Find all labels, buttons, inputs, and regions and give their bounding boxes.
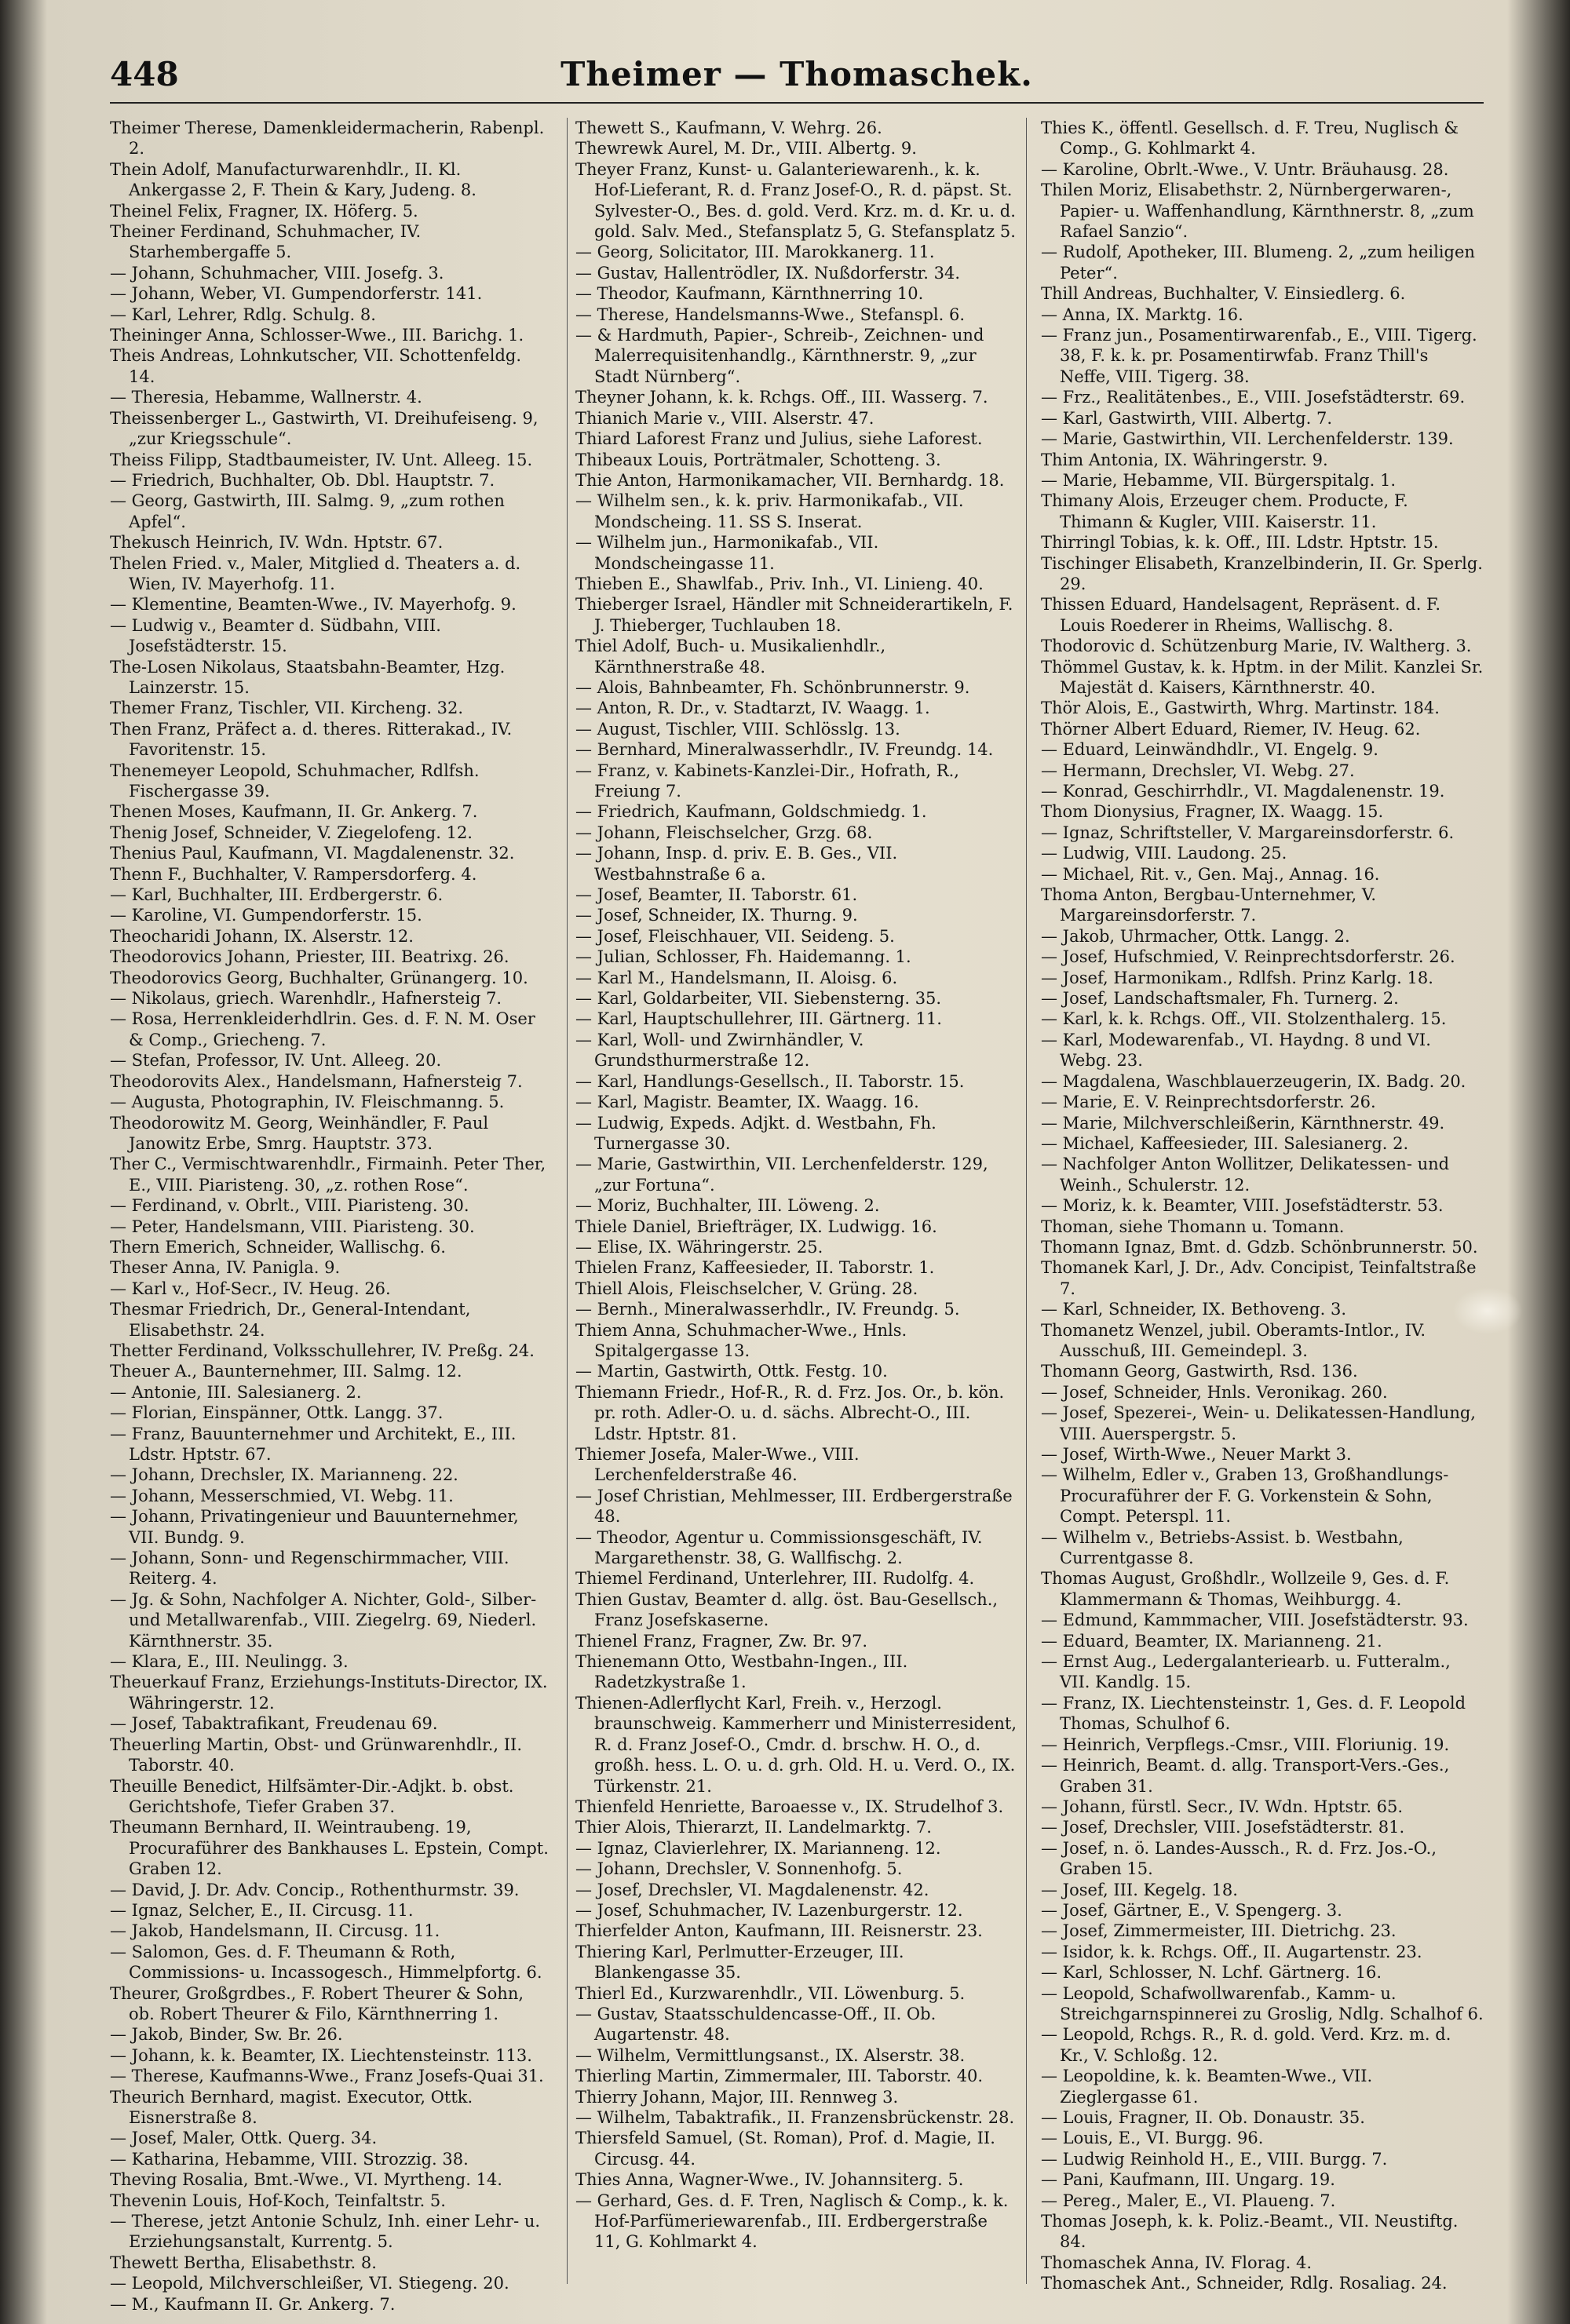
directory-entry: Thierfelder Anton, Kaufmann, III. Reisnerstr. 23. bbox=[575, 1921, 983, 1941]
directory-entry: Thissen Eduard, Handelsagent, Repräsent. d. F. Louis Roederer in Rheims, Wallischg. 8. bbox=[1041, 595, 1441, 635]
directory-entry: — Elise, IX. Währingerstr. 25. bbox=[575, 1237, 823, 1257]
directory-entry: — Louis, E., VI. Burgg. 96. bbox=[1041, 2129, 1264, 2148]
directory-entry: Thiard Laforest Franz und Julius, siehe Laforest. bbox=[575, 429, 983, 449]
directory-entry: — Karl, Magistr. Beamter, IX. Waagg. 16. bbox=[575, 1093, 919, 1112]
directory-entry: Theodorovits Alex., Handelsmann, Hafnersteig 7. bbox=[110, 1071, 523, 1091]
directory-entry: — Karl, Hauptschullehrer, III. Gärtnerg. 11. bbox=[575, 1009, 942, 1029]
directory-entry: — Karl, Woll- und Zwirnhändler, V. Grundsthurmerstraße 12. bbox=[575, 1030, 864, 1071]
directory-entry: Thomanetz Wenzel, jubil. Oberamts-Intlor., IV. Ausschuß, III. Gemeindepl. 3. bbox=[1041, 1320, 1426, 1360]
directory-entry: — Eduard, Beamter, IX. Marianneng. 21. bbox=[1041, 1631, 1382, 1651]
directory-entry: Thenemeyer Leopold, Schuhmacher, Rdlfsh. Fischergasse 39. bbox=[110, 761, 480, 801]
directory-entry: Thewrewk Aurel, M. Dr., VIII. Albertg. 9. bbox=[575, 139, 917, 159]
directory-entry: — Michael, Rit. v., Gen. Maj., Annag. 16. bbox=[1041, 864, 1380, 884]
directory-entry: Thies K., öffentl. Gesellsch. d. F. Treu, Nuglisch & Comp., G. Kohlmarkt 4. bbox=[1041, 119, 1459, 159]
directory-entry: — Theodor, Agentur u. Commissionsgeschäft, IV. Margarethenstr. 38, G. Wallfischg. 2. bbox=[575, 1527, 983, 1568]
directory-entry: — Wilhelm sen., k. k. priv. Harmonikafab., VII. Mondscheing. 11. SS S. Inserat. bbox=[575, 491, 964, 531]
directory-entry: Thelen Fried. v., Maler, Mitglied d. Theaters a. d. Wien, IV. Mayerhofg. 11. bbox=[110, 553, 521, 593]
directory-entry: Theser Anna, IV. Panigla. 9. bbox=[110, 1258, 341, 1278]
directory-entry: — Hermann, Drechsler, VI. Webg. 27. bbox=[1041, 761, 1355, 780]
directory-entry: — Johann, fürstl. Secr., IV. Wdn. Hptstr. 65. bbox=[1041, 1797, 1404, 1816]
directory-entry: — Therese, Kaufmanns-Wwe., Franz Josefs-Quai 31. bbox=[110, 2067, 544, 2086]
directory-entry: — Ludwig Reinhold H., E., VIII. Burgg. 7. bbox=[1041, 2149, 1388, 2169]
directory-entry: — Karl, k. k. Rchgs. Off., VII. Stolzenthalerg. 15. bbox=[1041, 1009, 1447, 1029]
directory-entry: Thörner Albert Eduard, Riemer, IV. Heug. 62. bbox=[1041, 719, 1421, 739]
directory-entry: — Heinrich, Beamt. d. allg. Transport-Vers.-Ges., Graben 31. bbox=[1041, 1756, 1450, 1796]
directory-entry: Theurich Bernhard, magist. Executor, Ottk. Eisnerstraße 8. bbox=[110, 2087, 473, 2127]
directory-entry: — Katharina, Hebamme, VIII. Strozzig. 38. bbox=[110, 2149, 469, 2169]
directory-entry: — Nikolaus, griech. Warenhdlr., Hafnersteig 7. bbox=[110, 989, 502, 1009]
directory-entry: Thömmel Gustav, k. k. Hptm. in der Milit. Kanzlei Sr. Majestät d. Kaisers, Kärnthnerstr. 40. bbox=[1041, 657, 1484, 697]
directory-entry: — Anna, IX. Marktg. 16. bbox=[1041, 305, 1243, 324]
directory-entry: Theumann Bernhard, II. Weintraubeng. 19, Procuraführer des Bankhauses L. Epstein, Compt. Graben 12. bbox=[110, 1818, 549, 1879]
directory-entry: Thewett S., Kaufmann, V. Wehrg. 26. bbox=[575, 119, 882, 137]
directory-entry: Thevenin Louis, Hof-Koch, Teinfaltstr. 5. bbox=[110, 2191, 446, 2210]
directory-entry: Thomas August, Großhdlr., Wollzeile 9, Ges. d. F. Klammermann & Thomas, Weihburgg. 4. bbox=[1041, 1569, 1450, 1609]
directory-entry: — Ludwig v., Beamter d. Südbahn, VIII. Josefstädterstr. 15. bbox=[110, 615, 441, 656]
directory-entry: — Josef, Zimmermeister, III. Dietrichg. 23. bbox=[1041, 1921, 1397, 1941]
directory-entry: — Marie, E. V. Reinprechtsdorferstr. 26. bbox=[1041, 1093, 1376, 1112]
directory-entry: — Wilhelm, Edler v., Graben 13, Großhandlungs-Procuraführer der F. G. Vorkenstein & Sohn, Compt. Peterspl. 11. bbox=[1041, 1465, 1449, 1527]
directory-entry: — Josef, Tabaktrafikant, Freudenau 69. bbox=[110, 1714, 438, 1734]
directory-entry: Thiersfeld Samuel, (St. Roman), Prof. d. Magie, II. Circusg. 44. bbox=[575, 2129, 995, 2169]
directory-entry: Thenius Paul, Kaufmann, VI. Magdalenenstr. 32. bbox=[110, 844, 515, 863]
directory-entry: Thoma Anton, Bergbau-Unternehmer, V. Margareinsdorferstr. 7. bbox=[1041, 885, 1377, 925]
directory-entry: Thiem Anna, Schuhmacher-Wwe., Hnls. Spitalgergasse 13. bbox=[575, 1320, 907, 1360]
directory-entry: — Johann, Fleischselcher, Grzg. 68. bbox=[575, 823, 873, 842]
directory-entry: Thiemer Josefa, Maler-Wwe., VIII. Lerchenfelderstraße 46. bbox=[575, 1445, 860, 1485]
directory-entry: — Peter, Handelsmann, VIII. Piaristeng. 30. bbox=[110, 1217, 475, 1236]
directory-entry: Thianich Marie v., VIII. Alserstr. 47. bbox=[575, 408, 874, 428]
directory-entry: — Georg, Solicitator, III. Marokkanerg. 11. bbox=[575, 243, 935, 262]
directory-entry: Theyer Franz, Kunst- u. Galanteriewarenh., k. k. Hof-Lieferant, R. d. Franz Josef-O., R. d. päpst. St. Sylvester-O., Bes. d. gold. Verd. Krz. m. d. Kr. u. d. gold. Salv. Med., Stefansplatz 5, G. Stefansplatz 5. bbox=[575, 159, 1016, 242]
directory-entry: Thill Andreas, Buchhalter, V. Einsiedlerg. 6. bbox=[1041, 284, 1406, 304]
directory-entry: — M., Kaufmann II. Gr. Ankerg. 7. bbox=[110, 2294, 396, 2314]
directory-entry: — Josef Christian, Mehlmesser, III. Erdbergerstraße 48. bbox=[575, 1486, 1013, 1527]
directory-entry: Thetter Ferdinand, Volksschullehrer, IV. Preßg. 24. bbox=[110, 1341, 535, 1360]
directory-entry: — Ignaz, Selcher, E., II. Circusg. 11. bbox=[110, 1900, 414, 1920]
directory-entry: Theocharidi Johann, IX. Alserstr. 12. bbox=[110, 926, 414, 946]
directory-entry: — Nachfolger Anton Wollitzer, Delikatessen- und Weinh., Schulerstr. 12. bbox=[1041, 1155, 1450, 1195]
directory-entry: Thiele Daniel, Briefträger, IX. Ludwigg. 16. bbox=[575, 1217, 937, 1236]
directory-entry: Theiner Ferdinand, Schuhmacher, IV. Starhembergaffe 5. bbox=[110, 222, 422, 262]
directory-entry: Thie Anton, Harmonikamacher, VII. Bernhardg. 18. bbox=[575, 470, 1005, 490]
directory-entry: — Antonie, III. Salesianerg. 2. bbox=[110, 1382, 362, 1402]
directory-entry: Themer Franz, Tischler, VII. Kircheng. 32. bbox=[110, 699, 464, 718]
directory-entry: — Karl, Gastwirth, VIII. Albertg. 7. bbox=[1041, 408, 1333, 428]
directory-entry: — Theodor, Kaufmann, Kärnthnerring 10. bbox=[575, 284, 924, 304]
directory-entry: — Josef, Schneider, IX. Thurng. 9. bbox=[575, 906, 858, 925]
directory-entry: — Therese, jetzt Antonie Schulz, Inh. einer Lehr- u. Erziehungsanstalt, Kurrentg. 5. bbox=[110, 2212, 541, 2252]
directory-entry: Theodorowitz M. Georg, Weinhändler, F. Paul Janowitz Erbe, Smrg. Hauptstr. 373. bbox=[110, 1113, 489, 1153]
directory-entry: — Jakob, Binder, Sw. Br. 26. bbox=[110, 2025, 343, 2045]
directory-entry: — Johann, Sonn- und Regenschirmmacher, VIII. Reiterg. 4. bbox=[110, 1549, 509, 1589]
directory-entry: — Karl, Schlosser, N. Lchf. Gärtnerg. 16. bbox=[1041, 1963, 1382, 1983]
directory-entry: Thom Dionysius, Fragner, IX. Waagg. 15. bbox=[1041, 802, 1384, 822]
directory-entry: — Jakob, Handelsmann, II. Circusg. 11. bbox=[110, 1921, 440, 1941]
directory-entry: Thomann Ignaz, Bmt. d. Gdzb. Schönbrunnerstr. 50. bbox=[1041, 1237, 1478, 1257]
directory-entry: — Friedrich, Buchhalter, Ob. Dbl. Hauptstr. 7. bbox=[110, 470, 495, 490]
directory-entry: — Franz, Bauunternehmer und Architekt, E., III. Ldstr. Hptstr. 67. bbox=[110, 1424, 517, 1464]
column-right bbox=[1041, 118, 1484, 2293]
directory-entry: — Josef, Drechsler, VIII. Josefstädterstr. 81. bbox=[1041, 1818, 1405, 1837]
directory-entry: — Josef, n. ö. Landes-Aussch., R. d. Frz. Jos.-O., Graben 15. bbox=[1041, 1838, 1437, 1879]
directory-entry: Theiss Filipp, Stadtbaumeister, IV. Unt. Alleeg. 15. bbox=[110, 450, 533, 469]
directory-entry: Thomaschek Anna, IV. Florag. 4. bbox=[1041, 2253, 1313, 2272]
directory-entry: — Moriz, Buchhalter, III. Löweng. 2. bbox=[575, 1196, 880, 1216]
directory-entry: — Josef, Drechsler, VI. Magdalenenstr. 42. bbox=[575, 1880, 929, 1899]
directory-entry: Theis Andreas, Lohnkutscher, VII. Schottenfeldg. 14. bbox=[110, 346, 522, 386]
directory-entry: — Isidor, k. k. Rchgs. Off., II. Augartenstr. 23. bbox=[1041, 1942, 1422, 1961]
directory-entry: — Augusta, Photographin, IV. Fleischmanng. 5. bbox=[110, 1093, 505, 1112]
directory-entry: — Ludwig, Expeds. Adjkt. d. Westbahn, Fh. Turnergasse 30. bbox=[575, 1113, 937, 1153]
directory-entry: — Jakob, Uhrmacher, Ottk. Langg. 2. bbox=[1041, 926, 1350, 946]
directory-entry: Thimany Alois, Erzeuger chem. Producte, F. Thimann & Kugler, VIII. Kaiserstr. 11. bbox=[1041, 491, 1408, 531]
directory-entry: — Josef, Schuhmacher, IV. Lazenburgerstr. 12. bbox=[575, 1900, 963, 1920]
directory-entry: Thielen Franz, Kaffeesieder, II. Taborstr. 1. bbox=[575, 1258, 935, 1278]
directory-entry: — Josef, Harmonikam., Rdlfsh. Prinz Karlg. 18. bbox=[1041, 968, 1433, 987]
directory-entry: The-Losen Nikolaus, Staatsbahn-Beamter, Hzg. Lainzerstr. 15. bbox=[110, 657, 506, 697]
directory-entry: Thiel Adolf, Buch- u. Musikalienhdlr., Kärnthnerstraße 48. bbox=[575, 637, 886, 677]
directory-entry: — Bernhard, Mineralwasserhdlr., IV. Freundg. 14. bbox=[575, 740, 994, 760]
directory-entry: — Therese, Handelsmanns-Wwe., Stefanspl. 6. bbox=[575, 305, 965, 324]
paper-stain bbox=[1452, 1287, 1523, 1334]
directory-entry: — Wilhelm jun., Harmonikafab., VII. Mondscheingasse 11. bbox=[575, 533, 879, 573]
directory-entry: Then Franz, Präfect a. d. theres. Ritterakad., IV. Favoritenstr. 15. bbox=[110, 719, 513, 760]
directory-entry: — Gerhard, Ges. d. F. Tren, Naglisch & Comp., k. k. Hof-Parfümeriewarenfab., III. Erdbergerstraße 11, G. Kohlmarkt 4. bbox=[575, 2191, 1009, 2252]
directory-entry: — Klementine, Beamten-Wwe., IV. Mayerhofg. 9. bbox=[110, 595, 517, 615]
directory-entry: — Ignaz, Clavierlehrer, IX. Marianneng. 12. bbox=[575, 1838, 941, 1858]
directory-entry: Theodorovics Georg, Buchhalter, Grünangerg. 10. bbox=[110, 968, 528, 987]
directory-entry: — Karl, Handlungs-Gesellsch., II. Taborstr. 15. bbox=[575, 1071, 965, 1091]
directory-entry: — Karl, Goldarbeiter, VII. Siebensterng. 35. bbox=[575, 989, 942, 1009]
directory-entry: Thern Emerich, Schneider, Wallischg. 6. bbox=[110, 1237, 446, 1257]
directory-entry: — Johann, Insp. d. priv. E. B. Ges., VII. Westbahnstraße 6 a. bbox=[575, 844, 898, 884]
directory-entry: Thiell Alois, Fleischselcher, V. Grüng. 28. bbox=[575, 1279, 918, 1298]
directory-entry: Thienen-Adlerflycht Karl, Freih. v., Herzogl. braunschweig. Kammerherr und Ministerresident, R. d. Franz Josef-O., Cmdr. d. brschw. H. O., d. großh. hess. L. O. u. d. grh. Old. H. u. Verd. O., IX. Türkenstr. 21. bbox=[575, 1693, 1017, 1796]
directory-entry: Thör Alois, E., Gastwirth, Whrg. Martinstr. 184. bbox=[1041, 699, 1440, 718]
directory-entry: — Magdalena, Waschblauerzeugerin, IX. Badg. 20. bbox=[1041, 1071, 1466, 1091]
directory-entry: Thienel Franz, Fragner, Zw. Br. 97. bbox=[575, 1631, 868, 1651]
directory-entry: — Ludwig, VIII. Laudong. 25. bbox=[1041, 844, 1287, 863]
directory-entry: Thesmar Friedrich, Dr., General-Intendant, Elisabethstr. 24. bbox=[110, 1300, 471, 1340]
running-title: Theimer — Thomaschek. bbox=[560, 55, 1033, 93]
directory-entry: — August, Tischler, VIII. Schlösslg. 13. bbox=[575, 719, 900, 739]
directory-entry: — Klara, E., III. Neulingg. 3. bbox=[110, 1652, 349, 1672]
directory-entry: — Franz, v. Kabinets-Kanzlei-Dir., Hofrath, R., Freiung 7. bbox=[575, 761, 959, 801]
directory-entry: Thomaschek Ant., Schneider, Rdlg. Rosaliag. 24. bbox=[1041, 2274, 1448, 2293]
directory-entry: — Michael, Kaffeesieder, III. Salesianerg. 2. bbox=[1041, 1133, 1409, 1153]
directory-entry: — Josef, Maler, Ottk. Querg. 34. bbox=[110, 2129, 378, 2148]
directory-entry: Thilen Moriz, Elisabethstr. 2, Nürnbergerwaren-, Papier- u. Waffenhandlung, Kärnthnerstr. 8, „zum Rafael Sanzio“. bbox=[1041, 181, 1474, 242]
directory-entry: Theurer, Großgrdbes., F. Robert Theurer & Sohn, ob. Robert Theurer & Filo, Kärnthnerring 1. bbox=[110, 1983, 524, 2023]
column-middle bbox=[567, 118, 1027, 2284]
directory-entry: — Karl, Modewarenfab., VI. Haydng. 8 und VI. Webg. 23. bbox=[1041, 1030, 1431, 1071]
directory-entry: — Karl, Lehrer, Rdlg. Schulg. 8. bbox=[110, 305, 376, 324]
directory-entry: — Konrad, Geschirrhdlr., VI. Magdalenenstr. 19. bbox=[1041, 782, 1445, 801]
directory-entry: Thiemann Friedr., Hof-R., R. d. Frz. Jos. Or., b. kön. pr. roth. Adler-O. u. d. sächs. Albrecht-O., III. Ldstr. Hptstr. 81. bbox=[575, 1382, 1005, 1443]
directory-entry: Thier Alois, Thierarzt, II. Landelmarktg. 7. bbox=[575, 1818, 932, 1837]
directory-entry: — Moriz, k. k. Beamter, VIII. Josefstädterstr. 53. bbox=[1041, 1196, 1444, 1216]
directory-entry: — Pani, Kaufmann, III. Ungarg. 19. bbox=[1041, 2170, 1335, 2190]
directory-entry: Thies Anna, Wagner-Wwe., IV. Johannsiterg. 5. bbox=[575, 2170, 964, 2190]
directory-entry: — Karl, Schneider, IX. Bethoveng. 3. bbox=[1041, 1300, 1346, 1319]
directory-entry: Theissenberger L., Gastwirth, VI. Dreihufeiseng. 9, „zur Kriegsschule“. bbox=[110, 408, 539, 449]
directory-entry: — Karoline, Obrlt.-Wwe., V. Untr. Bräuhausg. 28. bbox=[1041, 159, 1449, 179]
directory-entry: Thomas Joseph, k. k. Poliz.-Beamt., VII. Neustiftg. 84. bbox=[1041, 2212, 1459, 2252]
directory-entry: — Marie, Hebamme, VII. Bürgerspitalg. 1. bbox=[1041, 470, 1396, 490]
directory-entry: Thomanek Karl, J. Dr., Adv. Concipist, Teinfaltstraße 7. bbox=[1041, 1258, 1477, 1298]
directory-entry: Thomann Georg, Gastwirth, Rsd. 136. bbox=[1041, 1362, 1358, 1381]
directory-entry: — Josef, Schneider, Hnls. Veronikag. 260. bbox=[1041, 1382, 1388, 1402]
directory-entry: — Friedrich, Kaufmann, Goldschmiedg. 1. bbox=[575, 802, 927, 822]
directory-entry: — Marie, Milchverschleißerin, Kärnthnerstr. 49. bbox=[1041, 1113, 1445, 1133]
directory-entry: — Stefan, Professor, IV. Unt. Alleeg. 20. bbox=[110, 1051, 442, 1071]
directory-entry: — Marie, Gastwirthin, VII. Lerchenfelderstr. 129, „zur Fortuna“. bbox=[575, 1155, 988, 1195]
directory-entry: — Karoline, VI. Gumpendorferstr. 15. bbox=[110, 906, 422, 925]
directory-entry: — Alois, Bahnbeamter, Fh. Schönbrunnerstr. 9. bbox=[575, 677, 970, 697]
directory-entry: — Julian, Schlosser, Fh. Haidemanng. 1. bbox=[575, 947, 911, 967]
directory-entry: — Josef, Hufschmied, V. Reinprechtsdorferstr. 26. bbox=[1041, 947, 1455, 967]
directory-entry: — Gustav, Hallentrödler, IX. Nußdorferstr. 34. bbox=[575, 263, 961, 283]
directory-entry: — Bernh., Mineralwasserhdlr., IV. Freundg. 5. bbox=[575, 1300, 960, 1319]
directory-entry: — Pereg., Maler, E., VI. Plaueng. 7. bbox=[1041, 2191, 1336, 2210]
directory-entry: — Rudolf, Apotheker, III. Blumeng. 2, „zum heiligen Peter“. bbox=[1041, 243, 1475, 283]
directory-entry: — Salomon, Ges. d. F. Theumann & Roth, Commissions- u. Incassogesch., Himmelpfortg. 6. bbox=[110, 1942, 542, 1983]
directory-entry: — Martin, Gastwirth, Ottk. Festg. 10. bbox=[575, 1362, 888, 1381]
directory-entry: — Ferdinand, v. Obrlt., VIII. Piaristeng. 30. bbox=[110, 1196, 469, 1216]
directory-entry: Thenen Moses, Kaufmann, II. Gr. Ankerg. 7. bbox=[110, 802, 478, 822]
directory-entry: Thierl Ed., Kurzwarenhdlr., VII. Löwenburg. 5. bbox=[575, 1983, 966, 2003]
directory-entry: — Josef, Gärtner, E., V. Spengerg. 3. bbox=[1041, 1900, 1342, 1920]
directory-entry: — Wilhelm v., Betriebs-Assist. b. Westbahn, Currentgasse 8. bbox=[1041, 1527, 1404, 1568]
directory-entry: — Johann, Drechsler, IX. Marianneng. 22. bbox=[110, 1465, 458, 1485]
page-number: 448 bbox=[110, 55, 179, 93]
directory-columns bbox=[110, 118, 1484, 2314]
directory-entry: Theuerkauf Franz, Erziehungs-Instituts-Director, IX. Währingerstr. 12. bbox=[110, 1673, 548, 1713]
directory-entry: Theuer A., Baunternehmer, III. Salmg. 12. bbox=[110, 1362, 462, 1381]
directory-entry: Thierling Martin, Zimmermaler, III. Taborstr. 40. bbox=[575, 2067, 984, 2086]
directory-entry: Theyner Johann, k. k. Rchgs. Off., III. Wasserg. 7. bbox=[575, 388, 988, 407]
directory-entry: — Florian, Einspänner, Ottk. Langg. 37. bbox=[110, 1403, 444, 1423]
directory-entry: Theuerling Martin, Obst- und Grünwarenhdlr., II. Taborstr. 40. bbox=[110, 1735, 522, 1775]
directory-entry: Thim Antonia, IX. Währingerstr. 9. bbox=[1041, 450, 1328, 469]
directory-entry: — Gustav, Staatsschuldencasse-Off., II. Ob. Augartenstr. 48. bbox=[575, 2004, 937, 2045]
directory-entry: Thieben E., Shawlfab., Priv. Inh., VI. Linieng. 40. bbox=[575, 574, 984, 593]
directory-entry: Tischinger Elisabeth, Kranzelbinderin, II. Gr. Sperlg. 29. bbox=[1041, 553, 1483, 593]
directory-entry: — Edmund, Kammmacher, VIII. Josefstädterstr. 93. bbox=[1041, 1611, 1469, 1630]
directory-entry: Theininger Anna, Schlosser-Wwe., III. Barichg. 1. bbox=[110, 326, 524, 345]
directory-entry: — Karl v., Hof-Secr., IV. Heug. 26. bbox=[110, 1279, 391, 1298]
directory-entry: — Josef, Landschaftsmaler, Fh. Turnerg. 2. bbox=[1041, 989, 1399, 1009]
directory-entry: Theinel Felix, Fragner, IX. Höferg. 5. bbox=[110, 201, 418, 221]
directory-entry: — Johann, Privatingenieur und Bauunternehmer, VII. Bundg. 9. bbox=[110, 1507, 519, 1547]
directory-entry: — Leopold, Milchverschleißer, VI. Stiegeng. 20. bbox=[110, 2274, 509, 2293]
directory-entry: Thodorovic d. Schützenburg Marie, IV. Waltherg. 3. bbox=[1041, 637, 1472, 656]
directory-entry: — Johann, Drechsler, V. Sonnenhofg. 5. bbox=[575, 1859, 903, 1879]
directory-entry: — Leopoldine, k. k. Beamten-Wwe., VII. Zieglergasse 61. bbox=[1041, 2067, 1373, 2107]
directory-entry: — Rosa, Herrenkleiderhdlrin. Ges. d. F. N. M. Oser & Comp., Griecheng. 7. bbox=[110, 1009, 535, 1049]
directory-entry: — Johann, Weber, VI. Gumpendorferstr. 141. bbox=[110, 284, 483, 304]
directory-entry: — Eduard, Leinwändhdlr., VI. Engelg. 9. bbox=[1041, 740, 1378, 760]
directory-entry: — Wilhelm, Vermittlungsanst., IX. Alserstr. 38. bbox=[575, 2045, 966, 2065]
directory-entry: — Louis, Fragner, II. Ob. Donaustr. 35. bbox=[1041, 2108, 1365, 2127]
directory-entry: — Heinrich, Verpflegs.-Cmsr., VIII. Floriunig. 19. bbox=[1041, 1735, 1450, 1754]
directory-entry: — & Hardmuth, Papier-, Schreib-, Zeichnen- und Malerrequisitenhandlg., Kärnthnerstr. 9, „zur Stadt Nürnberg“. bbox=[575, 326, 984, 386]
directory-entry: Thiemel Ferdinand, Unterlehrer, III. Rudolfg. 4. bbox=[575, 1569, 975, 1589]
directory-entry: — Leopold, Schafwollwarenfab., Kamm- u. Streichgarnspinnerei zu Groslig, Ndlg. Schalhof 6. bbox=[1041, 1983, 1484, 2023]
directory-entry: Theuille Benedict, Hilfsämter-Dir.-Adjkt. b. obst. Gerichtshofe, Tiefer Graben 37. bbox=[110, 1776, 514, 1816]
directory-entry: Thenig Josef, Schneider, V. Ziegelofeng. 12. bbox=[110, 823, 473, 842]
directory-entry: — Ernst Aug., Ledergalanteriearb. u. Futteralm., VII. Kandlg. 15. bbox=[1041, 1652, 1451, 1692]
directory-entry: Thierry Johann, Major, III. Rennweg 3. bbox=[575, 2087, 899, 2107]
directory-entry: — Anton, R. Dr., v. Stadtarzt, IV. Waagg. 1. bbox=[575, 699, 930, 718]
directory-entry: Thewett Bertha, Elisabethstr. 8. bbox=[110, 2253, 377, 2272]
directory-entry: — Frz., Realitätenbes., E., VIII. Josefstädterstr. 69. bbox=[1041, 388, 1466, 407]
directory-entry: — Josef, Spezerei-, Wein- u. Delikatessen-Handlung, VIII. Auerspergstr. 5. bbox=[1041, 1403, 1476, 1443]
directory-entry: Thienfeld Henriette, Baroaesse v., IX. Strudelhof 3. bbox=[575, 1797, 1004, 1816]
directory-entry: Thibeaux Louis, Porträtmaler, Schotteng. 3. bbox=[575, 450, 941, 469]
directory-entry: — Johann, Messerschmied, VI. Webg. 11. bbox=[110, 1486, 454, 1505]
directory-entry: — Ignaz, Schriftsteller, V. Margareinsdorferstr. 6. bbox=[1041, 823, 1455, 842]
directory-entry: — Wilhelm, Tabaktrafik., II. Franzensbrückenstr. 28. bbox=[575, 2108, 1015, 2127]
directory-entry: — Johann, k. k. Beamter, IX. Liechtensteinstr. 113. bbox=[110, 2045, 532, 2065]
directory-entry: — Josef, Wirth-Wwe., Neuer Markt 3. bbox=[1041, 1445, 1352, 1464]
directory-entry: — Georg, Gastwirth, III. Salmg. 9, „zum rothen Apfel“. bbox=[110, 491, 505, 531]
directory-entry: Ther C., Vermischtwarenhdlr., Firmainh. Peter Ther, E., VIII. Piaristeng. 30, „z. rothen Rose“. bbox=[110, 1155, 546, 1195]
directory-entry: Thekusch Heinrich, IV. Wdn. Hptstr. 67. bbox=[110, 533, 444, 553]
directory-entry: — Josef, Fleischhauer, VII. Seideng. 5. bbox=[575, 926, 895, 946]
directory-entry: — Franz, IX. Liechtensteinstr. 1, Ges. d. F. Leopold Thomas, Schulhof 6. bbox=[1041, 1693, 1466, 1734]
directory-entry: — Josef, III. Kegelg. 18. bbox=[1041, 1880, 1238, 1899]
directory-entry: — David, J. Dr. Adv. Concip., Rothenthurmstr. 39. bbox=[110, 1880, 520, 1899]
directory-entry: — Franz jun., Posamentirwarenfab., E., VIII. Tigerg. 38, F. k. k. pr. Posamentirwfab. Franz Thill's Neffe, VIII. Tigerg. 38. bbox=[1041, 326, 1477, 386]
directory-entry: Theimer Therese, Damenkleidermacherin, Rabenpl. 2. bbox=[110, 119, 545, 159]
directory-entry: Thienemann Otto, Westbahn-Ingen., III. Radetzkystraße 1. bbox=[575, 1652, 908, 1692]
directory-entry: — Jg. & Sohn, Nachfolger A. Nichter, Gold-, Silber- und Metallwarenfab., VIII. Ziegelrg. 69, Niederl. Kärnthnerstr. 35. bbox=[110, 1589, 537, 1651]
directory-entry: Thein Adolf, Manufacturwarenhdlr., II. Kl. Ankergasse 2, F. Thein & Kary, Judeng. 8. bbox=[110, 159, 476, 200]
directory-entry: — Leopold, Rchgs. R., R. d. gold. Verd. Krz. m. d. Kr., V. Schloßg. 12. bbox=[1041, 2025, 1451, 2065]
directory-entry: — Josef, Beamter, II. Taborstr. 61. bbox=[575, 885, 858, 905]
directory-entry: — Marie, Gastwirthin, VII. Lerchenfelderstr. 139. bbox=[1041, 429, 1454, 449]
directory-entry: Theodorovics Johann, Priester, III. Beatrixg. 26. bbox=[110, 947, 509, 967]
directory-entry: Thieberger Israel, Händler mit Schneiderartikeln, F. J. Thieberger, Tuchlauben 18. bbox=[575, 595, 1013, 635]
directory-entry: — Karl M., Handelsmann, II. Aloisg. 6. bbox=[575, 968, 898, 987]
page-header bbox=[110, 55, 1484, 104]
directory-entry: — Karl, Buchhalter, III. Erdbergerstr. 6. bbox=[110, 885, 444, 905]
directory-entry: Thenn F., Buchhalter, V. Rampersdorferg. 4. bbox=[110, 864, 477, 884]
column-left bbox=[110, 118, 553, 2314]
directory-entry: — Johann, Schuhmacher, VIII. Josefg. 3. bbox=[110, 263, 444, 283]
directory-entry: Thien Gustav, Beamter d. allg. öst. Bau-Gesellsch., Franz Josefskaserne. bbox=[575, 1589, 999, 1630]
directory-entry: Thirringl Tobias, k. k. Off., III. Ldstr. Hptstr. 15. bbox=[1041, 533, 1439, 553]
directory-entry: Thiering Karl, Perlmutter-Erzeuger, III. Blankengasse 35. bbox=[575, 1942, 904, 1983]
directory-entry: Thoman, siehe Thomann u. Tomann. bbox=[1041, 1217, 1345, 1236]
directory-entry: — Theresia, Hebamme, Wallnerstr. 4. bbox=[110, 388, 422, 407]
directory-entry: Theving Rosalia, Bmt.-Wwe., VI. Myrtheng. 14. bbox=[110, 2170, 502, 2190]
